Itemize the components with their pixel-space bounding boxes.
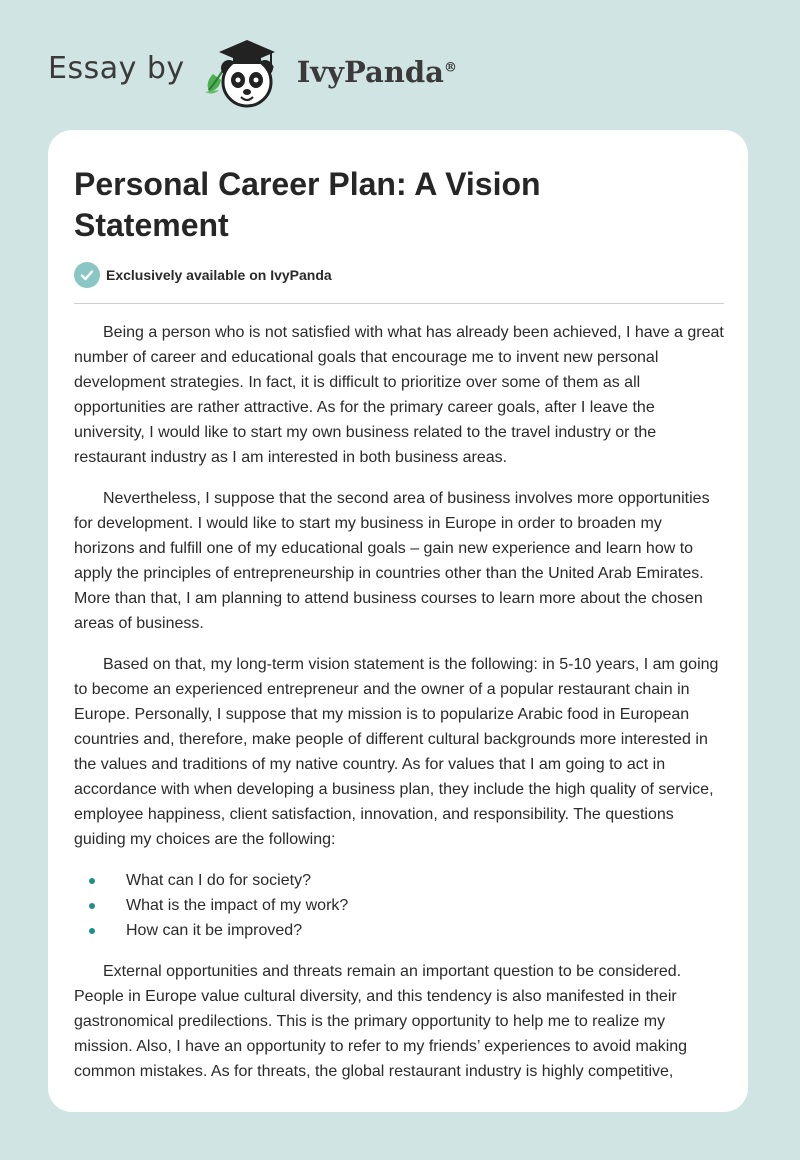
registered-mark: ® (443, 60, 457, 76)
bullet-icon (89, 878, 95, 884)
exclusive-badge (74, 262, 332, 288)
essay-card (48, 130, 748, 1112)
list-item (74, 918, 724, 943)
exclusive-badge-label: Exclusively available on IvyPanda (106, 267, 332, 283)
questions-list (74, 868, 724, 943)
brand-name (297, 55, 457, 89)
panda-logo-icon[interactable] (199, 34, 291, 114)
bullet-icon (89, 903, 95, 909)
brand-name-text: IvyPanda (296, 55, 444, 89)
list-item-text: How can it be improved? (126, 922, 303, 939)
checkmark-icon (74, 262, 100, 288)
divider (74, 303, 724, 304)
list-item (74, 868, 724, 893)
paragraph: External opportunities and threats remain an important question to be considered. People in Europe value cultural diversity, and this tendency is also manifested in their gastronomical predilections. This is the primary opportunity to help me to realize my mission. Also, I have an opportunity to refer to my friends’ experiences to avoid making common mistakes. As for threats, the global restaurant industry is highly competitive, (74, 963, 688, 1080)
list-item-text: What can I do for society? (126, 872, 311, 889)
essay-body (74, 320, 724, 1100)
list-item (74, 893, 724, 918)
brand-prefix: Essay by (48, 50, 185, 86)
paragraph: Nevertheless, I suppose that the second area of business involves more opportunities for development. I would like to start my business in Europe in order to broaden my horizons and fulfill one of my educational goals – gain new experience and learn how to apply the principles of entrepreneurship in countries other than the United Arab Emirates. More than that, I am planning to attend business courses to learn more about the chosen areas of business. (74, 490, 710, 632)
list-item-text: What is the impact of my work? (126, 897, 349, 914)
bullet-icon (89, 928, 95, 934)
page-title: Personal Career Plan: A Vision Statement (74, 166, 541, 243)
paragraph: Based on that, my long-term vision statement is the following: in 5-10 years, I am going to become an experienced entrepreneur and the owner of a popular restaurant chain in Europe. Personally, I suppose that my mission is to popularize Arabic food in European countries and, therefore, make people of different cultural backgrounds more interested in the values and traditions of my native country. As for values that I am going to act in accordance with when developing a business plan, they include the high quality of service, employee happiness, client satisfaction, innovation, and responsibility. The questions guiding my choices are the following: (74, 656, 719, 848)
site-header (48, 34, 457, 114)
paragraph: Being a person who is not satisfied with what has already been achieved, I have a great number of career and educational goals that encourage me to invent new personal development strategies. In fact, it is difficult to prioritize over some of them as all opportunities are rather attractive. As for the primary career goals, after I leave the university, I would like to start my own business related to the travel industry or the restaurant industry as I am interested in both business areas. (74, 324, 724, 466)
